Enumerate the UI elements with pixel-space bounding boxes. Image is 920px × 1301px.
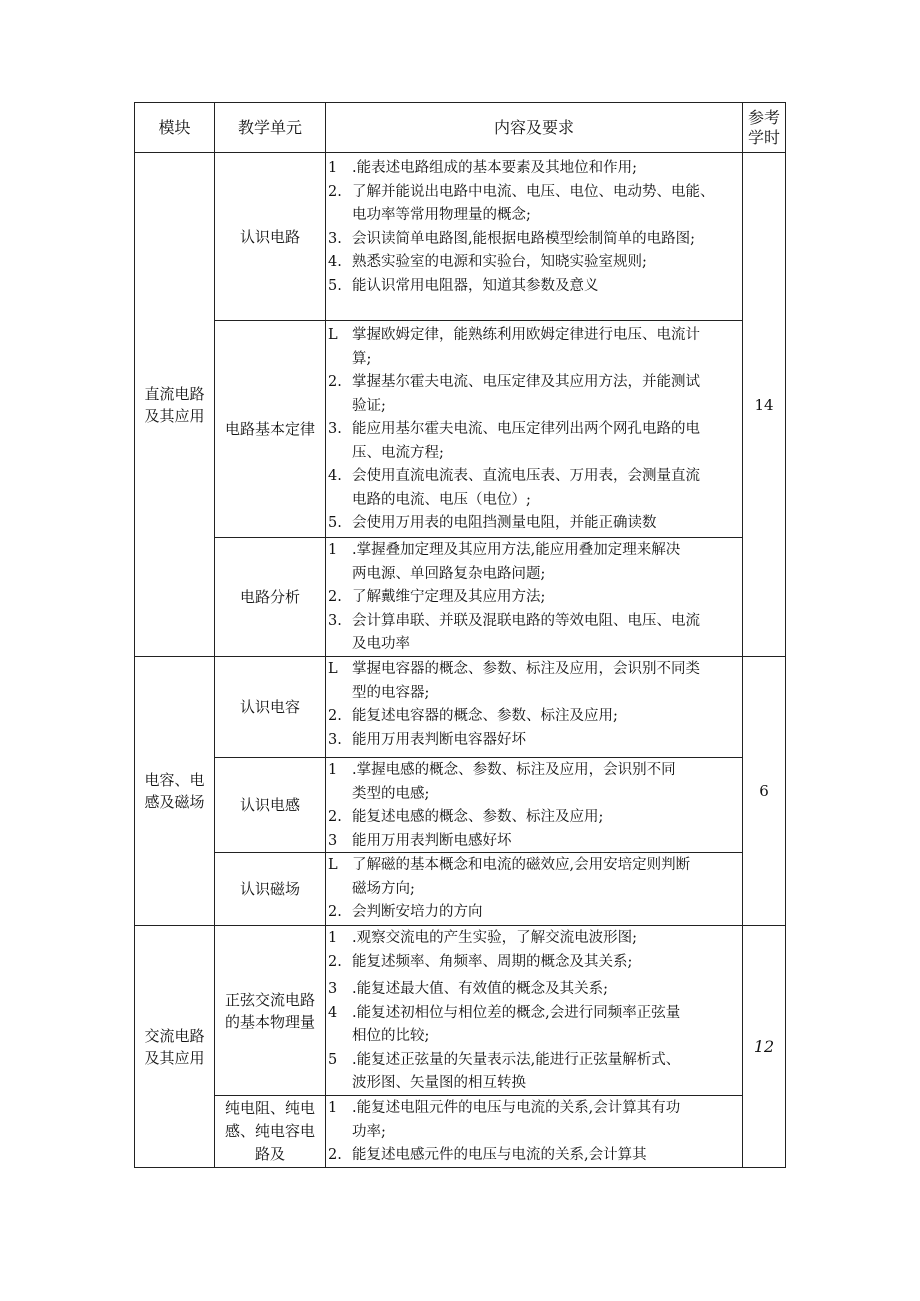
- list-item: 电功率等常用物理量的概念;: [352, 207, 531, 223]
- list-item: 2. 能复述频率、角频率、周期的概念及其关系;: [328, 953, 633, 970]
- unit-cell: 认识电感: [239, 796, 300, 814]
- list-item: 波形图、矢量图的相互转换: [352, 1075, 526, 1091]
- unit-cell: 纯电阻、纯电 感、纯电容电 路及: [224, 1099, 315, 1163]
- hours-cell: 12: [753, 1036, 775, 1056]
- content-cell: [326, 539, 742, 656]
- unit-cell: 电路基本定律: [224, 420, 315, 438]
- header-content: 内容及要求: [493, 117, 574, 137]
- list-item: 类型的电感;: [352, 785, 430, 802]
- module-cell: 电容、电 感及磁场: [144, 771, 205, 811]
- list-item: L 掌握电容器的概念、参数、标注及应用，会识别不同类: [328, 661, 700, 677]
- list-item: 压、电流方程;: [352, 444, 444, 461]
- hours-cell: 14: [754, 395, 774, 414]
- content-cell: [326, 154, 742, 323]
- unit-cell: 电路分析: [239, 588, 300, 606]
- list-item: L 掌握欧姆定律，能熟练利用欧姆定律进行电压、电流计: [328, 327, 700, 343]
- content-cell: [326, 322, 742, 539]
- list-item: 3. 会识读简单电路图,能根据电路模型绘制简单的电路图;: [328, 230, 695, 247]
- list-item: 3. 能用万用表判断电容器好坏: [328, 731, 526, 748]
- list-item: 功率;: [352, 1123, 386, 1140]
- list-item: 2. 了解戴维宁定理及其应用方法;: [328, 589, 546, 605]
- list-item: 1 .能复述电阻元件的电压与电流的关系,会计算其有功: [328, 1100, 681, 1116]
- list-item: 1 .掌握叠加定理及其应用方法,能应用叠加定理来解决: [328, 542, 681, 558]
- header-unit: 教学单元: [237, 117, 302, 137]
- list-item: 4. 熟悉实验室的电源和实验台，知晓实验室规则;: [328, 254, 647, 270]
- list-item: 算;: [352, 350, 372, 367]
- unit-cell: 正弦交流电路 的基本物理量: [224, 990, 315, 1031]
- list-item: 2. 能复述电感元件的电压与电流的关系,会计算其: [328, 1147, 647, 1163]
- unit-cell: 认识磁场: [239, 880, 300, 898]
- list-item: 5. 能认识常用电阻器，知道其参数及意义: [328, 277, 599, 294]
- list-item: 2. 能复述电感的概念、参数、标注及应用;: [328, 809, 604, 825]
- module-cell: 交流电路 及其应用: [144, 1026, 205, 1067]
- list-item: 两电源、单回路复杂电路问题;: [352, 565, 546, 582]
- list-item: L 了解磁的基本概念和电流的磁效应,会用安培定则判断: [328, 857, 691, 873]
- list-item: 2. 能复述电容器的概念、参数、标注及应用;: [328, 708, 618, 724]
- list-item: 3. 会计算串联、并联及混联电路的等效电阻、电压、电流: [328, 612, 700, 629]
- unit-cell: 认识电容: [239, 698, 300, 716]
- list-item: 3 .能复述最大值、有效值的概念及其关系;: [328, 981, 608, 997]
- list-item: 1 .能表述电路组成的基本要素及其地位和作用;: [328, 160, 637, 176]
- list-item: 相位的比较;: [352, 1028, 430, 1044]
- list-item: 5 .能复述正弦量的矢量表示法,能进行正弦量解析式、: [328, 1051, 681, 1068]
- list-item: 磁场方向;: [352, 880, 415, 897]
- list-item: 2. 了解并能说出电路中电流、电压、电位、电动势、电能、: [328, 183, 715, 200]
- list-item: 3 能用万用表判断电感好坏: [328, 832, 512, 849]
- list-item: 及电功率: [352, 636, 410, 652]
- hours-cell: 6: [759, 782, 769, 800]
- table-border-bottom: [134, 1167, 786, 1168]
- list-item: 2. 会判断安培力的方向: [328, 904, 483, 920]
- content-cell: [326, 927, 742, 1095]
- header-module: 模块: [158, 117, 191, 137]
- header-hours: 参考 学时: [747, 107, 780, 147]
- content-cell: [326, 854, 742, 925]
- list-item: 电路的电流、电压（电位）;: [352, 491, 531, 508]
- unit-cell: 认识电路: [239, 227, 300, 246]
- list-item: 2. 掌握基尔霍夫电流、电压定律及其应用方法，并能测试: [328, 374, 700, 390]
- list-item: 1 .观察交流电的产生实验，了解交流电波形图;: [328, 930, 637, 946]
- content-cell: [326, 658, 742, 757]
- content-cell: [326, 759, 742, 852]
- list-item: 3. 能应用基尔霍夫电流、电压定律列出两个网孔电路的电: [328, 421, 700, 437]
- table-border-right: [785, 102, 786, 1168]
- list-item: 4. 会使用直流电流表、直流电压表、万用表，会测量直流: [328, 468, 700, 484]
- list-item: 验证;: [352, 397, 386, 414]
- list-item: 1 .掌握电感的概念、参数、标注及应用，会识别不同: [328, 762, 676, 778]
- list-item: 4 .能复述初相位与相位差的概念,会进行同频率正弦量: [328, 1004, 681, 1021]
- list-item: 型的电容器;: [352, 684, 430, 701]
- module-cell: 直流电路 及其应用: [144, 384, 205, 425]
- list-item: 5. 会使用万用表的电阻挡测量电阻，并能正确读数: [328, 515, 657, 531]
- content-cell: [326, 1097, 742, 1167]
